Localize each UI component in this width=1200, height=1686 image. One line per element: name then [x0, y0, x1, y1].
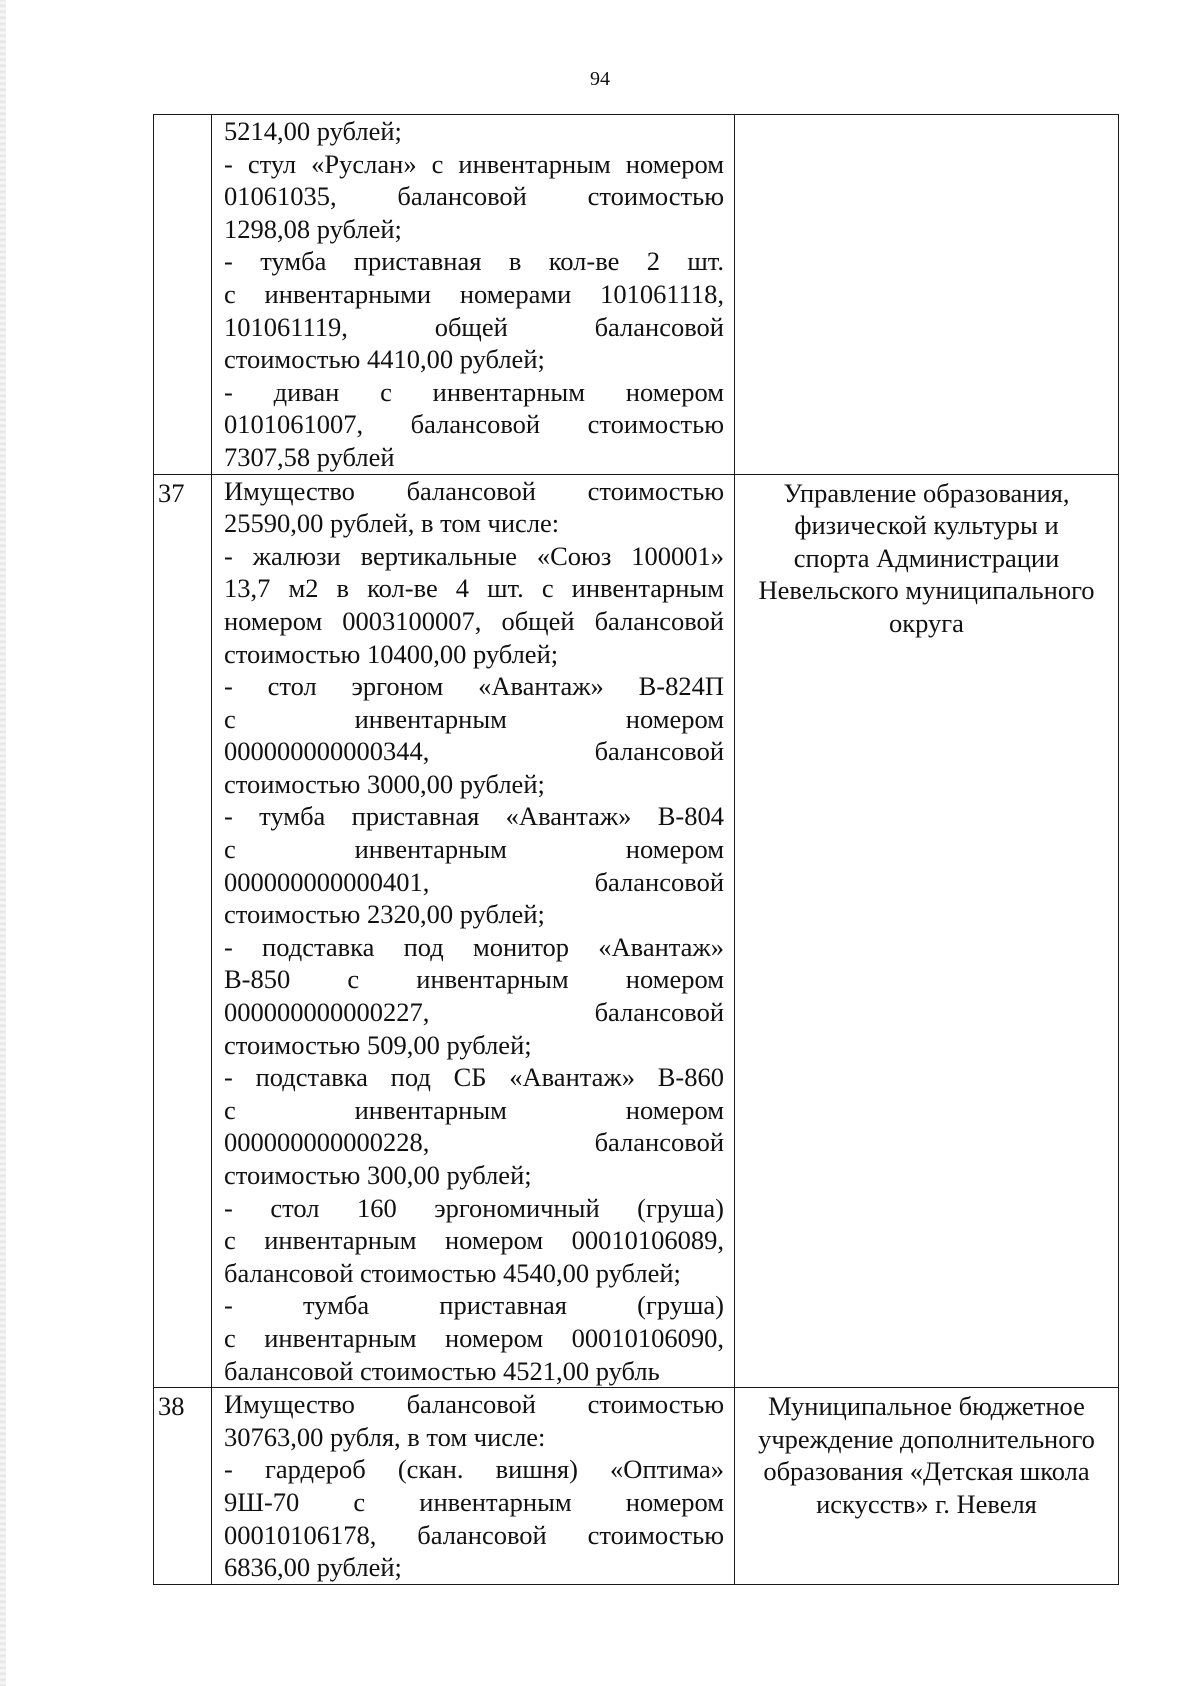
row-number-cell: 38 — [154, 1388, 212, 1585]
description-line: - гардероб (скан. вишня) «Оптима» — [224, 1454, 724, 1485]
description-line: стоимостью 3000,00 рублей; — [224, 768, 545, 799]
organization-line: образования «Детская школа — [763, 1456, 1090, 1487]
description-line: 000000000000344, балансовой — [224, 736, 724, 767]
table-row — [154, 1388, 1119, 1585]
organization-line: учреждение дополнительного — [758, 1423, 1095, 1454]
description-line: 000000000000227, балансовой — [224, 997, 724, 1028]
row-number-cell — [154, 115, 212, 475]
description-line: стоимостью 509,00 рублей; — [224, 1029, 532, 1060]
description-line: 101061119, общей балансовой — [224, 311, 724, 342]
organization-line: Управление образования, — [783, 477, 1070, 508]
description-line: - тумба приставная «Авантаж» В-804 — [224, 801, 724, 832]
organization-line: физической культуры и — [794, 510, 1059, 541]
description-line: балансовой стоимостью 4521,00 рубль — [224, 1355, 660, 1386]
recipient-organization-cell — [735, 1388, 1119, 1585]
description-line: стоимостью 4410,00 рублей; — [224, 344, 545, 375]
description-line: с инвентарным номером — [224, 834, 724, 865]
description-line: 000000000000228, балансовой — [224, 1127, 724, 1158]
property-transfer-table — [153, 114, 1119, 1585]
description-line: с инвентарным номером 00010106089, — [224, 1225, 724, 1256]
description-line: - стул «Руслан» с инвентарным номером — [224, 148, 724, 179]
description-line: В-850 с инвентарным номером — [224, 964, 724, 995]
description-line: - тумба приставная в кол-ве 2 шт. — [224, 246, 724, 277]
description-line: Имущество балансовой стоимостью — [224, 1389, 724, 1420]
description-line: 1298,08 рублей; — [224, 213, 402, 244]
description-line: - диван с инвентарным номером — [224, 376, 724, 407]
organization-line: округа — [889, 607, 964, 638]
property-description-cell — [212, 115, 735, 475]
page-number: 94 — [590, 68, 610, 90]
description-line: стоимостью 300,00 рублей; — [224, 1160, 532, 1190]
description-line: 6836,00 рублей; — [224, 1552, 402, 1583]
description-line: с инвентарными номерами 101061118, — [224, 278, 724, 309]
description-line: 9Ш-70 с инвентарным номером — [224, 1486, 724, 1517]
property-description-cell — [212, 474, 735, 1388]
organization-line: спорта Администрации — [793, 542, 1060, 573]
description-line: 01061035, балансовой стоимостью — [224, 181, 724, 212]
description-line: стоимостью 2320,00 рублей; — [224, 899, 545, 930]
description-line: - тумба приставная (груша) — [224, 1290, 724, 1321]
description-line: с инвентарным номером — [224, 1094, 724, 1125]
organization-line: искусств» г. Невеля — [816, 1488, 1037, 1519]
description-line: - стол 160 эргономичный (груша) — [224, 1192, 724, 1223]
description-line: - подставка под СБ «Авантаж» В-860 — [224, 1062, 724, 1093]
property-description-cell — [212, 1388, 735, 1585]
table-row — [154, 115, 1119, 475]
description-line: Имущество балансовой стоимостью — [224, 475, 724, 506]
description-line: 30763,00 рубля, в том числе: — [224, 1421, 546, 1452]
description-line: - стол эргоном «Авантаж» В-824П — [224, 671, 724, 702]
description-line: - жалюзи вертикальные «Союз 100001» — [224, 540, 724, 571]
description-line: балансовой стоимостью 4540,00 рублей; — [224, 1257, 681, 1288]
recipient-organization-cell — [735, 474, 1119, 1388]
description-line: - подставка под монитор «Авантаж» — [224, 931, 724, 962]
description-line: с инвентарным номером 00010106090, — [224, 1322, 724, 1353]
description-line: 25590,00 рублей, в том числе: — [224, 508, 560, 539]
description-line: 00010106178, балансовой стоимостью — [224, 1519, 724, 1550]
organization-line: Муниципальное бюджетное — [768, 1391, 1085, 1422]
organization-line: Невельского муниципального — [758, 575, 1095, 606]
description-line: 0101061007, балансовой стоимостью — [224, 409, 724, 440]
scan-edge-decoration — [0, 0, 6, 1686]
row-number-cell: 37 — [154, 474, 212, 1388]
description-line: номером 0003100007, общей балансовой — [224, 605, 724, 636]
recipient-organization-cell — [735, 115, 1119, 475]
description-line: стоимостью 10400,00 рублей; — [224, 638, 559, 669]
table-row — [154, 474, 1119, 1388]
description-line: 000000000000401, балансовой — [224, 866, 724, 897]
description-line: 13,7 м2 в кол-ве 4 шт. с инвентарным — [224, 573, 724, 604]
description-line: 5214,00 рублей; — [224, 116, 402, 146]
description-line: 7307,58 рублей — [224, 441, 395, 472]
description-line: с инвентарным номером — [224, 703, 724, 734]
